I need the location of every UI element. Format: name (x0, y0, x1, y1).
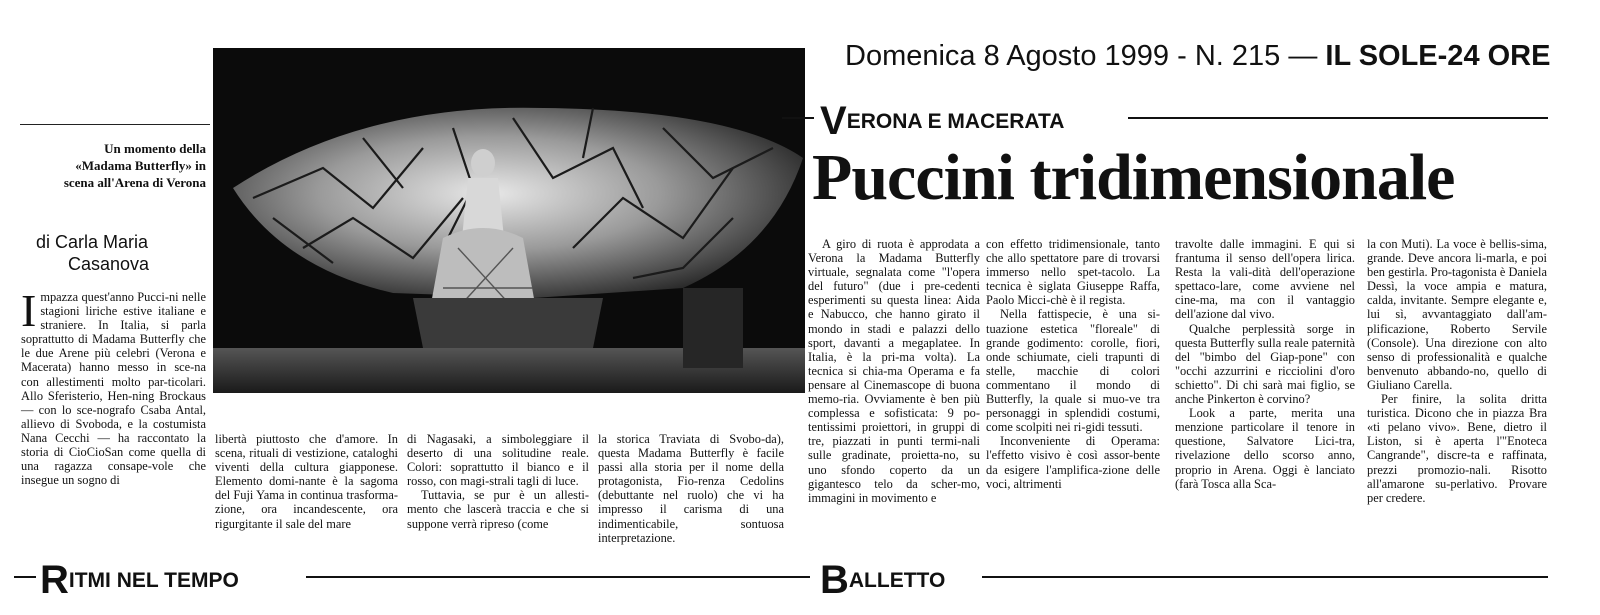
paragraph: travolte dalle immagini. E qui si frantuma il senso dell'opera lirica. Resta la vali-dità dell'operazione spettaco-lare, come avviene nel cine-ma, ma con il vantaggio dell'azione dal vivo. (1175, 237, 1355, 322)
paragraph: Look a parte, merita una menzione particolare il tenore in questione, Salvatore Lici-tra, rivelazione dello scorso anno, proprio in Arena. Oggi è lanciato (farà Tosca alla Sca- (1175, 406, 1355, 491)
footer-section-1 (40, 558, 239, 603)
paragraph: libertà piuttosto che d'amore. In scena, rituali di vestizione, cataloghi viventi della cultura giapponese. Elemento domi-nante è la sagoma del Fuji Yama in continua trasforma-zione, ora incandescente, ora rigurgitante il sale del mare (215, 432, 398, 531)
paragraph: A giro di ruota è approdata a Verona la Madama Butterfly virtuale, segnalata come "l'opera del futuro" (due i pre-cedenti esperimenti su questa linea: Aida e Nabucco, che hanno girato il mondo in stadi e palazzi dello sport, davanti a megaplatee. In Italia, è la pri-ma volta). La tecnica si chia-ma Operama e fa pensare al Cinemascope di buona memo-ria. Ovviamente è ben più complessa e sofisticata: 9 po-tentissimi proiettori, in gruppi di tre, piazzati in punti termi-nali sulle gradinate, proietta-no, su uno sfondo coperto da un gigantesco telo da scher-mo, immagini in movimento e (808, 237, 980, 505)
paragraph: Nella fattispecie, è una si-tuazione estetica "floreale" di grande godimento: corolle, fiori, onde schiumate, cieli trapunti di stelle, macchie di colori commentano il mondo di Butterfly, la quale si muo-ve tra personaggi in splendidi costumi, come scolpiti nei ri-gidi tessuti. (986, 307, 1160, 435)
article-column-2 (215, 432, 398, 531)
paragraph: Per finire, la solita dritta turistica. Dicono che in piazza Bra «ti pelano vivo». Bene, dietro il Liston, si è aperta l'"Enoteca Cangrande", discre-ta e raffinata, prezzi promozio-nali. Risotto all'amarone su-perlativo. Provare per credere. (1367, 392, 1547, 505)
article-column-5 (808, 237, 980, 505)
article-column-7 (1175, 237, 1355, 491)
caption-line: scena all'Arena di Verona (63, 175, 206, 190)
drop-cap: I (21, 285, 37, 336)
article-headline: Puccini tridimensionale (812, 141, 1455, 214)
caption-line: «Madama Butterfly» in (75, 158, 206, 173)
paragraph: Inconveniente di Operama: l'effetto visivo è così assor-bente da esigere l'amplifica-zione delle voci, altrimenti (986, 434, 1160, 491)
footer-rule-right-1 (306, 576, 810, 578)
section-initial: V (820, 99, 847, 143)
byline (36, 231, 206, 275)
article-column-6 (986, 237, 1160, 491)
footer-rule-right-2 (982, 576, 1548, 578)
footer-section-initial: B (820, 558, 849, 602)
footer-section-initial: R (40, 558, 69, 602)
paragraph: di Nagasaki, a simboleggiare il deserto di una solitudine reale. Colori: soprattutto il bianco e il rosso, con magi-strali tagli di luce. (407, 432, 589, 489)
byline-line-1: di Carla Maria (36, 232, 149, 252)
byline-line-2: Casanova (68, 254, 150, 274)
paragraph: Tuttavia, se pur è un allesti-mento che lascerà traccia e che si suppone verrà ripreso (come (407, 488, 589, 531)
article-column-3 (407, 432, 589, 531)
paragraph: mpazza quest'anno Pucci-ni nelle stagioni liriche estive italiane e straniere. In Italia, si parla soprattutto di Madama Butterfly che le due Arene più celebri (Verona e Macerata) hanno messo in sce-na con allestimenti molto par-ticolari. Allo Sferisterio, Hen-ning Brockaus — con lo sce-nografo Csaba Antal, allievo di Svoboda, e la costumista Nana Cecchi — ha raccontato la storia di CioCioSan come quella di una ragazza consape-vole che insegue un sogno di (21, 290, 206, 488)
butterfly-stage-image (213, 48, 805, 393)
footer-rule-left-1 (14, 576, 36, 578)
paragraph: Qualche perplessità sorge in questa Butterfly sulla reale paternità del "bimbo del Giap-pone" con "occhi azzurrini e ricciolini d'oro schietto". Di chi sarà mai figlio, se anche Pinkerton è corvino? (1175, 321, 1355, 407)
section-rule-right (1128, 117, 1548, 119)
footer-section-name: ALLETTO (848, 569, 946, 592)
paragraph: la storica Traviata di Svobo-da), questa Madama Butterfly è facile passi alla storia per il nome della protagonista, Fio-renza Cedolins (debuttante nel ruolo) che vi ha impresso il carisma di una indimenticabile, sontuosa interpretazione. (598, 432, 784, 545)
caption-rule (20, 124, 210, 125)
issue-date: Domenica 8 Agosto 1999 - N. 215 — (845, 40, 1326, 72)
caption-line: Un momento della (104, 141, 206, 156)
section-name: ERONA E MACERATA (846, 110, 1065, 133)
photo-caption (0, 140, 206, 191)
masthead (845, 40, 1551, 73)
paragraph: con effetto tridimensionale, tanto che allo spettatore pare di trovarsi immerso nello spet-tacolo. La tecnica è siglata Giuseppe Raffa, Paolo Micci-chè è il regista. (986, 237, 1160, 308)
article-column-4 (598, 432, 784, 545)
article-column-1 (21, 285, 206, 488)
section-rule-left (782, 117, 814, 119)
paragraph: la con Muti). La voce è bellis-sima, grande. Deve ancora li-marla, e poi ben gestirla. Pro-tagonista è Daniela Dessì, la voce ampia e matura, calda, invitante. Sempre elegante e, lui sì, avvantaggiato dall'am-plificazione, Roberto Servile (Console). Una direzione con alto senso di professionalità e qualche benvenuto abbando-no, quello di Giuliano Carella. (1367, 237, 1547, 392)
footer-section-2 (820, 558, 945, 603)
newspaper-name: IL SOLE-24 ORE (1325, 40, 1551, 72)
opera-stage-photo (213, 48, 805, 393)
footer-section-name: ITMI NEL TEMPO (68, 569, 239, 592)
article-column-8 (1367, 237, 1547, 505)
